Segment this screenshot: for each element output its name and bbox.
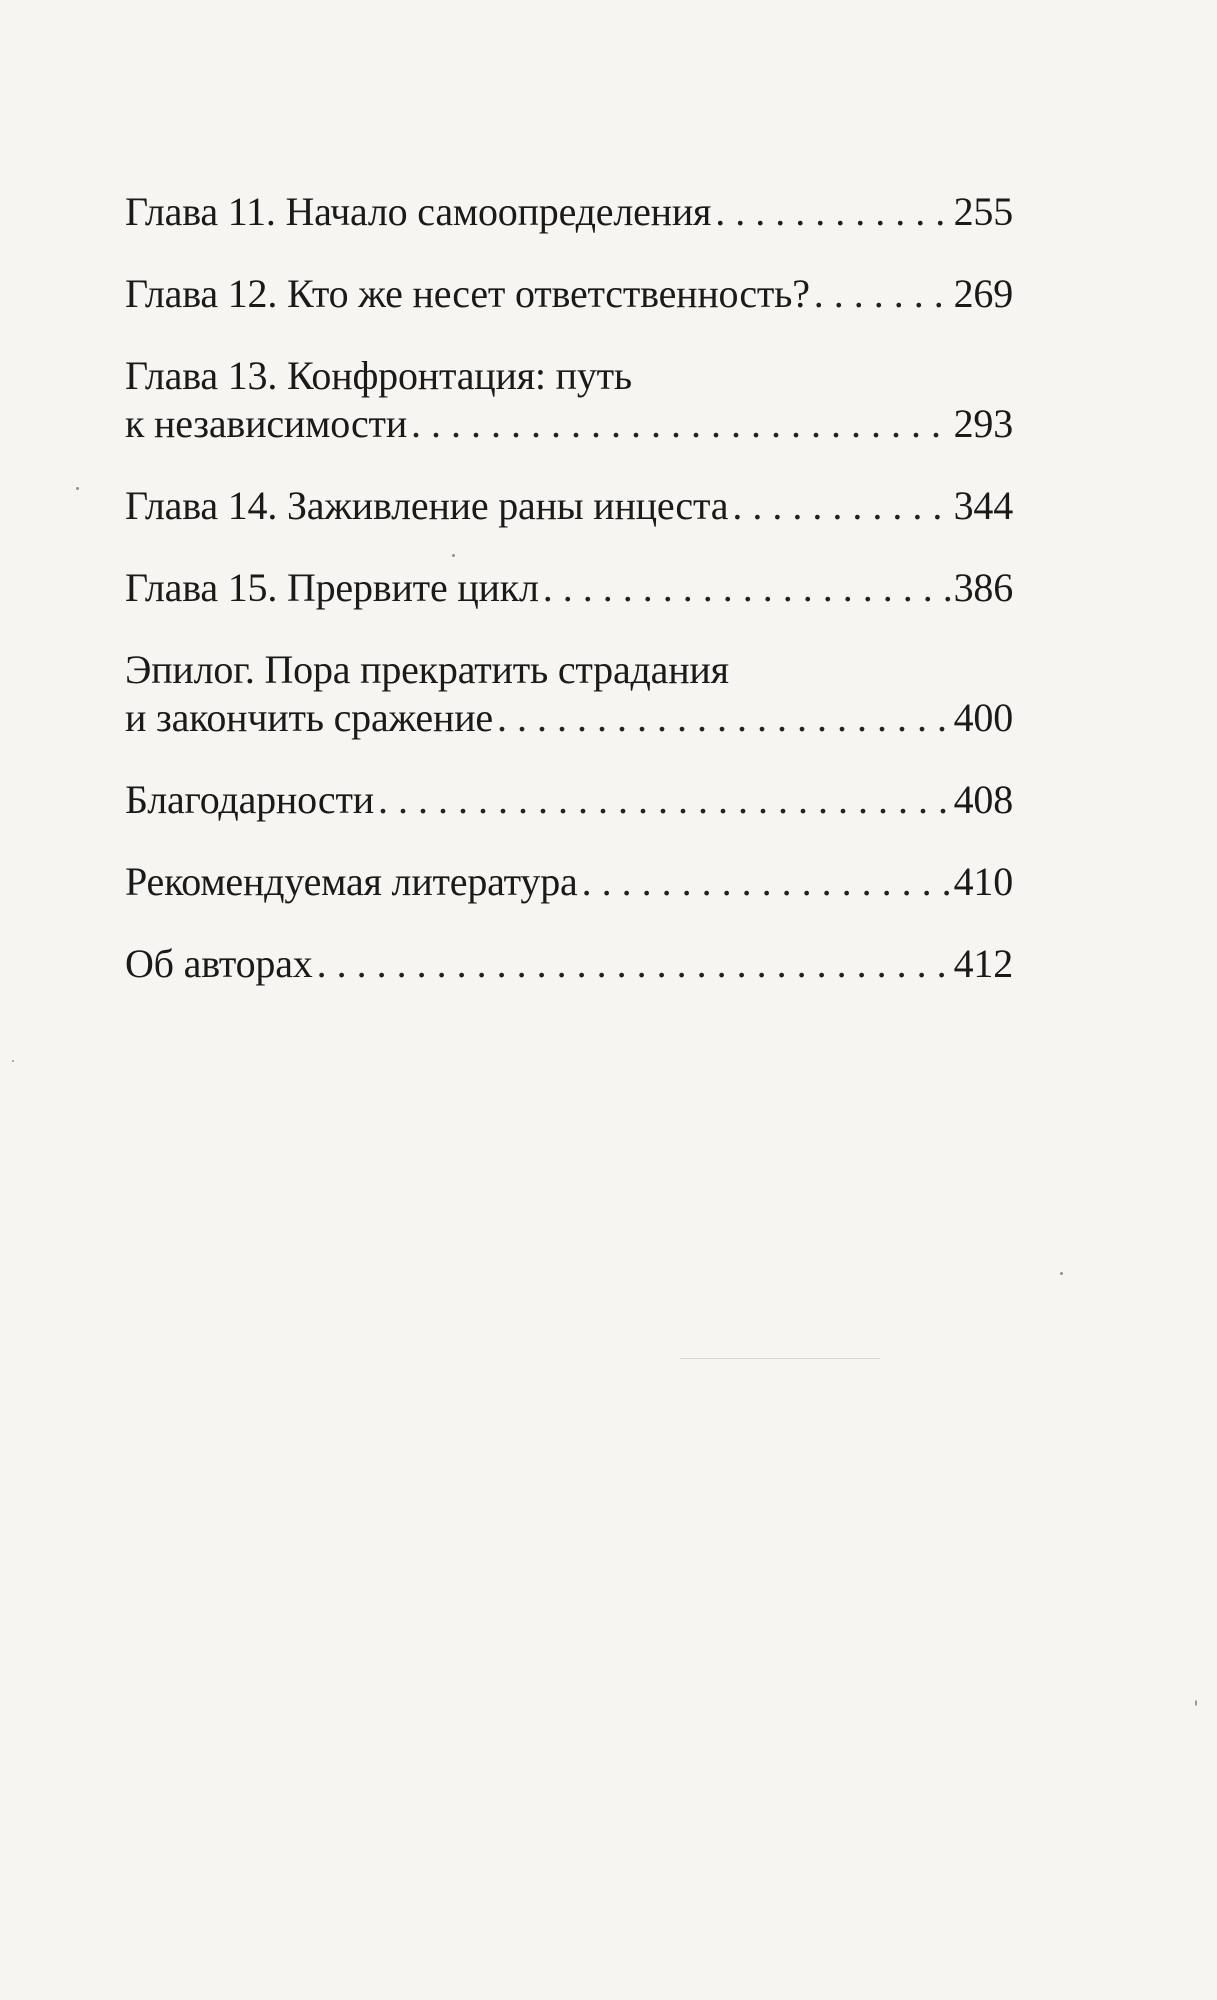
dot-leader bbox=[814, 270, 952, 318]
dot-leader bbox=[497, 694, 952, 742]
dot-leader bbox=[732, 482, 951, 530]
toc-entry-page-number: 293 bbox=[953, 401, 1013, 446]
toc-entry-title-line1: Эпилог. Пора прекратить страдания bbox=[125, 647, 729, 692]
toc-entry-title: к независимости bbox=[125, 401, 408, 446]
dot-leader bbox=[317, 940, 952, 988]
toc-entry-recommended-reading bbox=[125, 858, 1013, 906]
toc-entry-title: Глава 15. Прервите цикл bbox=[125, 565, 539, 610]
toc-entry-title-line1: Глава 13. Конфронтация: путь bbox=[125, 353, 632, 398]
toc-entry-page-number: 412 bbox=[953, 941, 1013, 986]
paper-speck bbox=[1195, 1700, 1197, 1706]
paper-speck bbox=[76, 487, 79, 490]
toc-entry-title: и закончить сражение bbox=[125, 695, 493, 740]
dot-leader bbox=[543, 564, 952, 612]
paper-speck bbox=[452, 554, 455, 557]
paper-crease bbox=[680, 1358, 880, 1359]
paper-speck bbox=[12, 1060, 14, 1062]
toc-entry-page-number: 408 bbox=[953, 777, 1013, 822]
dot-leader bbox=[582, 858, 952, 906]
toc-entry-title: Об авторах bbox=[125, 941, 313, 986]
toc-entry-title: Глава 12. Кто же несет ответственность? bbox=[125, 271, 810, 316]
dot-leader bbox=[411, 400, 952, 448]
toc-entry-about-authors bbox=[125, 940, 1013, 988]
toc-entry-title: Рекомендуемая литература bbox=[125, 859, 578, 904]
toc-entry-page-number: 410 bbox=[953, 859, 1013, 904]
toc-entry-title: Глава 11. Начало самоопределения bbox=[125, 189, 712, 234]
dot-leader bbox=[378, 776, 952, 824]
toc-entry-acknowledgements bbox=[125, 776, 1013, 824]
toc-entry-page-number: 255 bbox=[953, 189, 1013, 234]
toc-entry-chapter-15 bbox=[125, 564, 1013, 612]
dot-leader bbox=[715, 188, 951, 236]
paper-speck bbox=[1060, 1272, 1063, 1275]
toc-entry-chapter-11 bbox=[125, 188, 1013, 236]
toc-entry-page-number: 269 bbox=[953, 271, 1013, 316]
toc-entry-epilogue bbox=[125, 646, 1013, 742]
toc-entry-title: Благодарности bbox=[125, 777, 374, 822]
toc-entry-chapter-13 bbox=[125, 352, 1013, 448]
toc-entry-chapter-12 bbox=[125, 270, 1013, 318]
toc-entry-page-number: 344 bbox=[953, 483, 1013, 528]
toc-entry-title: Глава 14. Заживление раны инцеста bbox=[125, 483, 729, 528]
toc-entry-page-number: 400 bbox=[953, 695, 1013, 740]
toc-entry-page-number: 386 bbox=[953, 565, 1013, 610]
table-of-contents bbox=[125, 188, 1013, 1022]
toc-entry-chapter-14 bbox=[125, 482, 1013, 530]
